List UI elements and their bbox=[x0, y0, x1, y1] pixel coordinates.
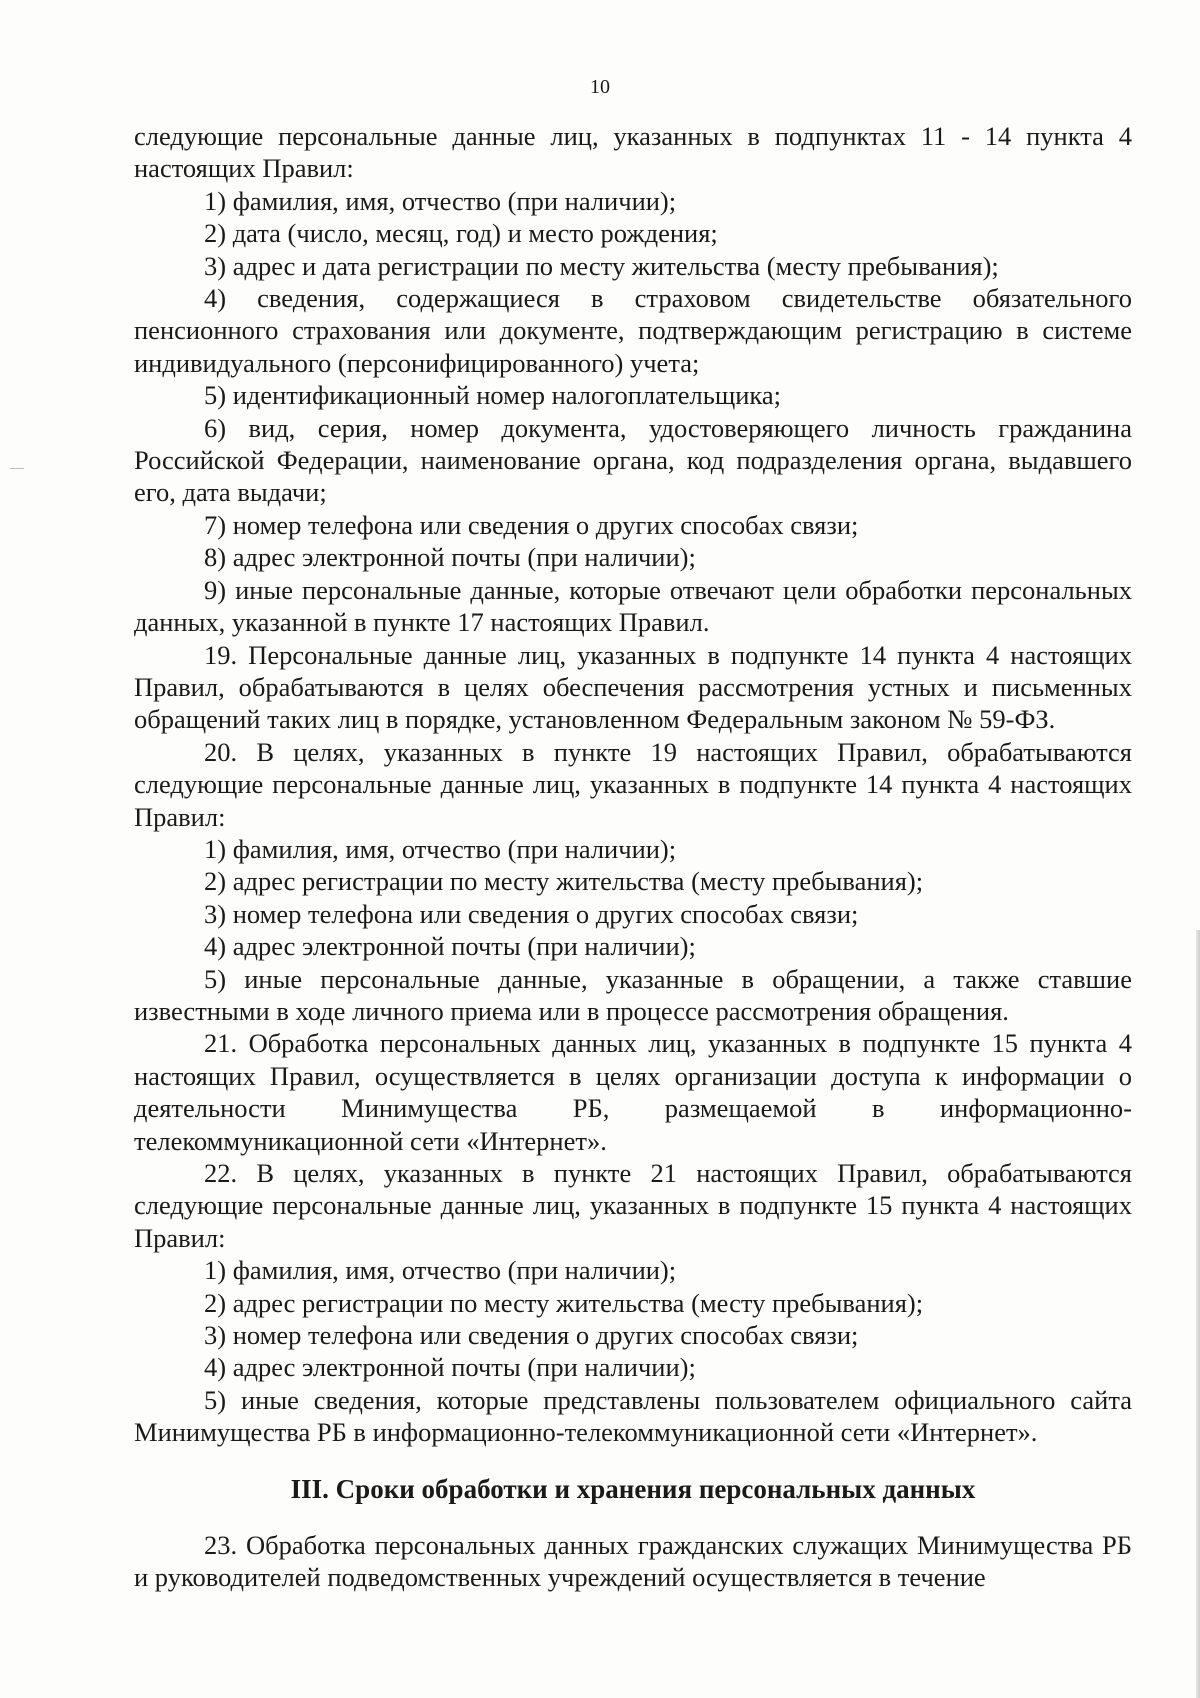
list-item: 1) фамилия, имя, отчество (при наличии); bbox=[204, 1255, 677, 1286]
list-item: 7) номер телефона или сведения о других способах связи; bbox=[204, 509, 859, 540]
list-item: 2) адрес регистрации по месту жительства (месту пребывания); bbox=[204, 1287, 924, 1318]
clause-20: 20. В целях, указанных в пункте 19 настоящих Правил, обрабатываются следующие персональные данные лиц, указанных в подпункте 14 пункта 4 настоящих Правил: bbox=[134, 736, 1132, 832]
section-heading: III. Сроки обработки и хранения персональных данных bbox=[290, 1473, 976, 1504]
list-item: 5) иные персональные данные, указанные в обращении, а также ставшие известными в ходе личного приема или в процессе рассмотрения обращения. bbox=[134, 963, 1132, 1026]
list-item: 3) номер телефона или сведения о других способах связи; bbox=[204, 1320, 859, 1351]
list-item: 3) адрес и дата регистрации по месту жительства (месту пребывания); bbox=[204, 250, 999, 281]
list-item: 1) фамилия, имя, отчество (при наличии); bbox=[204, 833, 677, 864]
list-item: 4) сведения, содержащиеся в страховом свидетельстве обязательного пенсионного страхования или документе, подтверждающим регистрацию в системе индивидуального (персонифицированного) учета; bbox=[134, 283, 1132, 378]
document-body bbox=[134, 120, 1132, 1594]
list-item: 5) иные сведения, которые представлены пользователем официального сайта Минимущества РБ в информационно-телекоммуникационной сети «Интернет». bbox=[134, 1384, 1132, 1448]
scan-artifact-mark bbox=[10, 468, 24, 469]
list-item: 4) адрес электронной почты (при наличии); bbox=[204, 1352, 696, 1383]
list-item: 3) номер телефона или сведения о других способах связи; bbox=[204, 898, 859, 929]
clause-22: 22. В целях, указанных в пункте 21 настоящих Правил, обрабатываются следующие персональные данные лиц, указанных в подпункте 15 пункта 4 настоящих Правил: bbox=[134, 1158, 1132, 1253]
paragraph-continuation: следующие персональные данные лиц, указанных в подпунктах 11 - 14 пункта 4 настоящих Правил: bbox=[134, 121, 1132, 184]
list-item: 6) вид, серия, номер документа, удостоверяющего личность гражданина Российской Федерации, наименование органа, код подразделения органа, выдавшего его, дата выдачи; bbox=[134, 412, 1132, 508]
page-number: 10 bbox=[590, 76, 610, 98]
list-item: 2) дата (число, месяц, год) и место рождения; bbox=[204, 218, 718, 249]
list-item: 9) иные персональные данные, которые отвечают цели обработки персональных данных, указанной в пункте 17 настоящих Правил. bbox=[134, 574, 1132, 638]
clause-21: 21. Обработка персональных данных лиц, указанных в подпункте 15 пункта 4 настоящих Правил, осуществляется в целях организации доступа к информации о деятельности Минимущества РБ, размещаемой в информационно-телекоммуникационной сети «Интернет». bbox=[134, 1028, 1132, 1156]
list-item: 2) адрес регистрации по месту жительства (месту пребывания); bbox=[204, 866, 924, 897]
clause-23: 23. Обработка персональных данных гражданских служащих Минимущества РБ и руководителей подведомственных учреждений осуществляется в течение bbox=[134, 1530, 1132, 1593]
list-item: 4) адрес электронной почты (при наличии); bbox=[204, 931, 696, 962]
list-item: 5) идентификационный номер налогоплательщика; bbox=[204, 380, 782, 411]
list-item: 1) фамилия, имя, отчество (при наличии); bbox=[204, 185, 677, 216]
clause-19: 19. Персональные данные лиц, указанных в подпункте 14 пункта 4 настоящих Правил, обрабатываются в целях обеспечения рассмотрения устных и письменных обращений таких лиц в порядке, установленном Федеральным законом № 59-ФЗ. bbox=[134, 639, 1132, 735]
scan-artifact-edge bbox=[1196, 930, 1200, 1698]
list-item: 8) адрес электронной почты (при наличии); bbox=[204, 542, 696, 573]
